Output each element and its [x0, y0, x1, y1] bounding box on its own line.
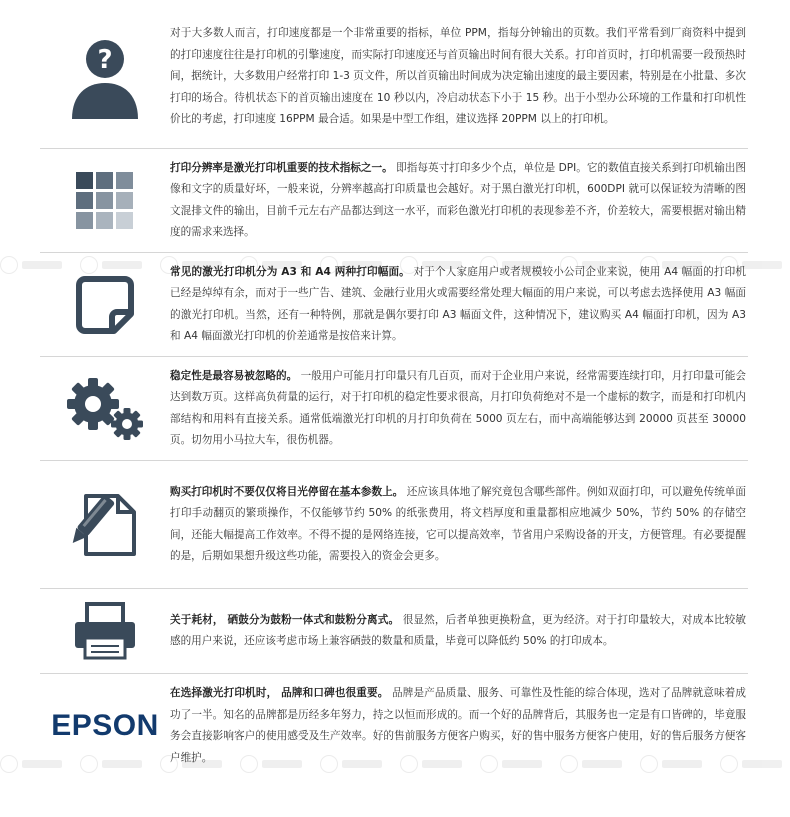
- paper-size-icon: [40, 276, 170, 334]
- section-body: 对于大多数人而言，打印速度都是一个非常重要的指标，单位 PPM，指每分钟输出的页数。我们平常看到厂商资料中提到的打印速度往往是打印机的引擎速度，而实际打印速度还与首页输出时间有很大关系。打印首页时，打印机需要一段预热时间，据统计，大多数用户经常打印 1-3 页文件，所以首页输出时间成为决定输出速度的最主要因素，特别是在小批量、多次打印的场合。待机状态下的首页输出速度在 10 秒以内，冷启动状态下小于 15 秒。出于小型办公环境的工作量和打印机性价比的考虑，打印速度 16PPM 最合适。如果是中型工作组，建议选择 20PPM 以上的打印机。: [170, 27, 746, 126]
- grid-resolution-icon: [40, 172, 170, 230]
- section-heading: 关于耗材， 硒鼓分为鼓粉一体式和鼓粉分离式。: [170, 613, 400, 626]
- section-heading: 常见的激光打印机分为 A3 和 A4 两种打印幅面。: [170, 265, 410, 278]
- section-text: [170, 158, 748, 244]
- section-brand: [40, 674, 748, 778]
- section-body: 即指每英寸打印多少个点，单位是 DPI。它的数值直接关系到打印机输出图像和文字的质量好坏，一般来说，分辨率越高打印质量也会越好。对于黑白激光打印机，600DPI 就可以保证较为清晰的图文混排文件的输出，目前千元左右产品都达到这一水平，而彩色激光打印机的表现参差不齐，价差较大，需要根据对输出精度的需求来选择。: [170, 161, 746, 238]
- gears-icon: [40, 376, 170, 442]
- section-body: 品牌是产品质量、服务、可靠性及性能的综合体现，选对了品牌就意味着成功了一半。知名的品牌都是历经多年努力，持之以恒而形成的。而一个好的品牌背后，其服务也一定是有口皆碑的，毕竟服务会直接影响客户的使用感受及生产效率。好的售前服务方便客户购买，好的售中服务方便客户使用，好的售后服务方便客户维护。: [170, 687, 747, 764]
- section-text: [170, 610, 748, 653]
- svg-text:?: ?: [97, 45, 113, 75]
- section-text: [170, 366, 748, 452]
- section-body: 很显然，后者单独更换粉盒，更为经济。对于打印量较大，对成本比较敏感的用户来说，还应该考虑市场上兼容硒鼓的数量和质量，毕竟可以降低约 50% 的打印成本。: [170, 613, 747, 647]
- section-print-speed: [40, 6, 748, 149]
- section-heading: 打印分辨率是激光打印机重要的技术指标之一。: [170, 161, 393, 174]
- article: [40, 6, 748, 778]
- section-text: [170, 23, 748, 131]
- section-paper-size: [40, 253, 748, 357]
- section-text: [170, 683, 748, 769]
- section-features: [40, 461, 748, 589]
- section-heading: 在选择激光打印机时， 品牌和口碑也很重要。: [170, 687, 389, 699]
- watermark-circle-icon: [0, 256, 18, 274]
- printer-icon: [40, 602, 170, 660]
- section-body: 对于个人家庭用户或者规模较小公司企业来说，使用 A4 幅面的打印机已经是绰绰有余，而对于一些广告、建筑、金融行业用火或需要经常处理大幅面的用户来说，可以考虑去选择使用 A3 幅面的激光打印机。当然，还有一种特例，那就是偶尔要打印 A3 幅面文件，这种情况下，建议购买 A4 幅面打印机，因为 A3 和 A4 幅面激光打印机的价差通常是按倍来计算。: [170, 265, 746, 342]
- section-body: 还应该具体地了解究竟包含哪些部件。例如双面打印，可以避免传统单面打印手动翻页的繁琐操作，不仅能够节约 50% 的纸张费用，将文档厚度和重量都相应地减少 50%，节约 50% 的存储空间，还能大幅提高工作效率。不得不提的是网络连接，它可以提高效率，节省用户采购设备的开支，方便管理。有必要提醒的是，后期如果想升级这些功能，需要投入的资金会更多。: [170, 485, 747, 562]
- brand-logo-text: EPSON: [51, 709, 159, 742]
- section-consumables: [40, 589, 748, 674]
- section-resolution: [40, 149, 748, 253]
- epson-logo: [40, 709, 170, 743]
- section-stability: [40, 357, 748, 461]
- section-text: [170, 482, 748, 568]
- section-heading: 稳定性是最容易被忽略的。: [170, 369, 298, 382]
- person-question-icon: [40, 35, 170, 119]
- section-heading: 购买打印机时不要仅仅将目光停留在基本参数上。: [170, 485, 404, 498]
- document-pen-icon: [40, 492, 170, 558]
- watermark-circle-icon: [0, 755, 18, 773]
- section-body: 一般用户可能月打印量只有几百页，而对于企业用户来说，经常需要连续打印，月打印量可能会达到数万页。这样高负荷量的运行，对于打印机的稳定性要求很高，月打印负荷绝对不是一个虚标的数字，而是和打印机内部结构和用料有直接关系。通常低端激光打印机的月打印负荷在 5000 页左右，而中高端能够达到 20000 页甚至 30000 页。切勿用小马拉大车，很伤机器。: [170, 369, 747, 446]
- section-text: [170, 262, 748, 348]
